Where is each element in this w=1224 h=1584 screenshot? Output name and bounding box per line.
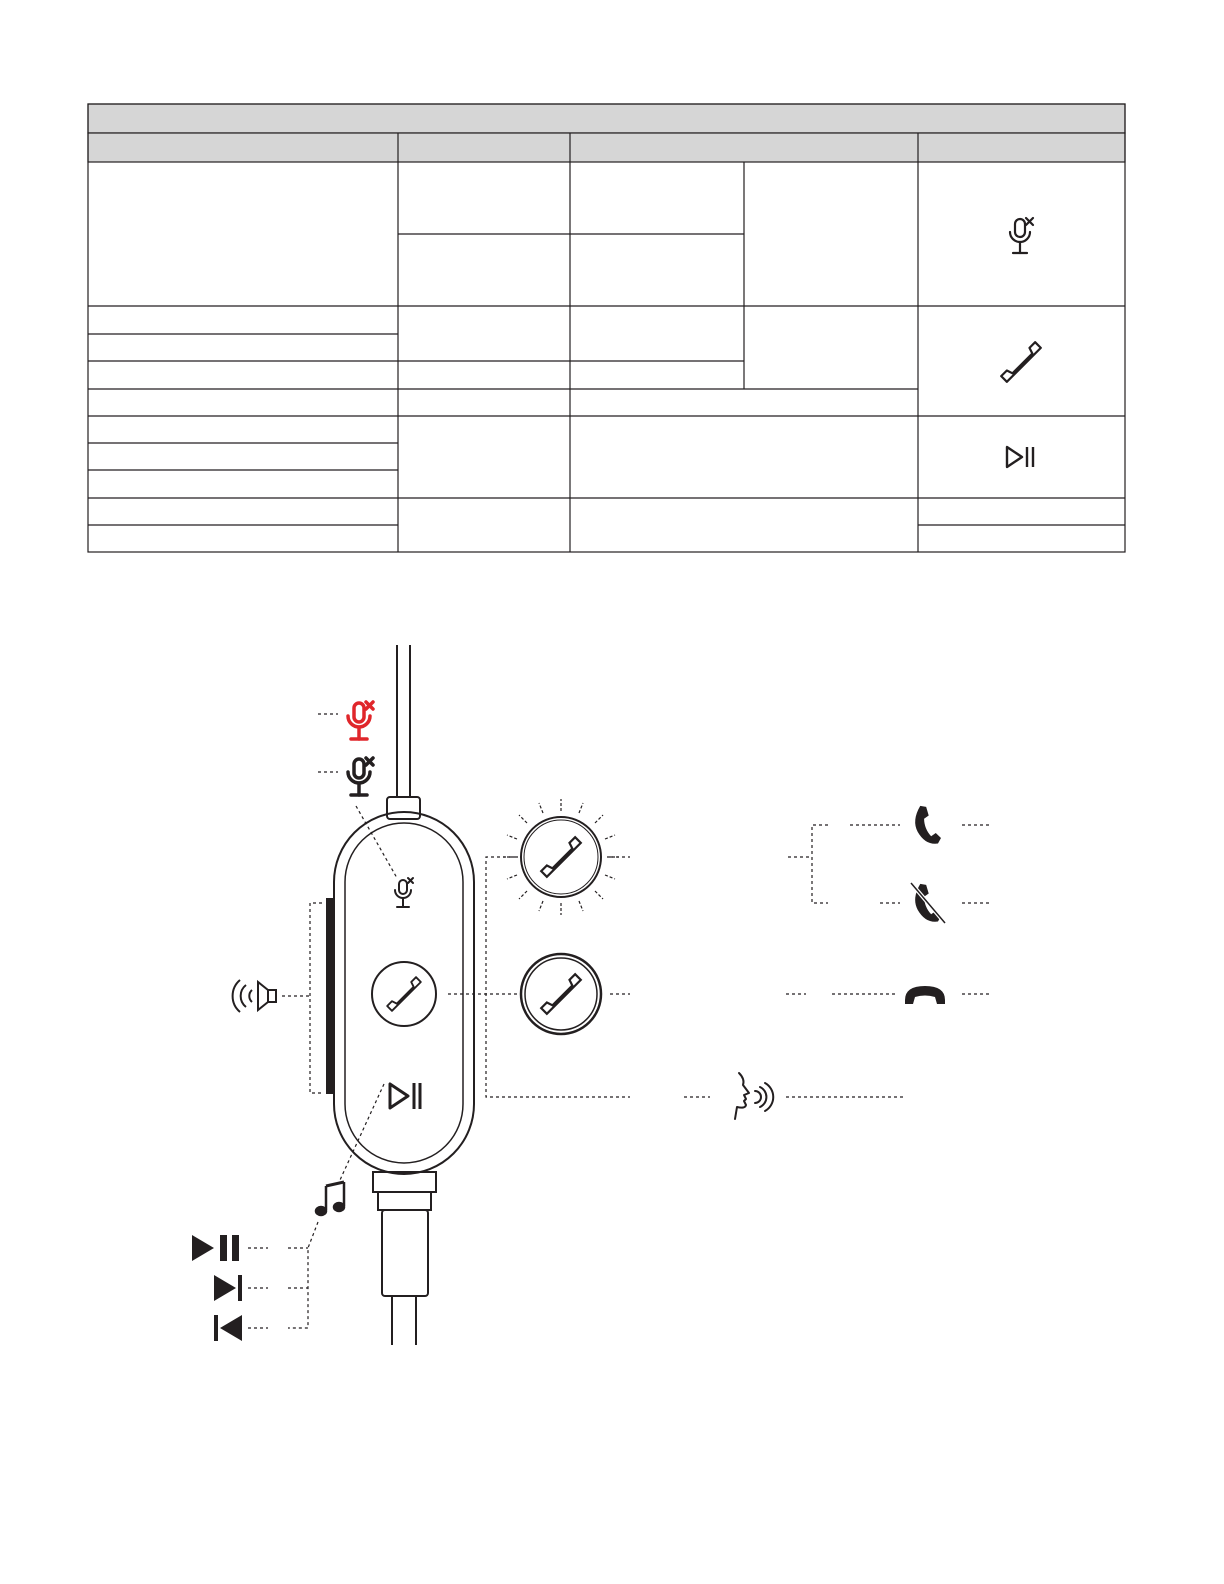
inline-call-button[interactable] bbox=[372, 962, 436, 1026]
previous-track-icon bbox=[214, 1315, 242, 1341]
leader-lines bbox=[248, 714, 990, 1328]
call-led-blinking-icon bbox=[503, 799, 619, 915]
music-note-icon bbox=[316, 1182, 344, 1215]
inline-call-button-icon bbox=[387, 977, 421, 1011]
volume-rocker[interactable] bbox=[328, 900, 334, 1092]
inline-mute-button-icon[interactable] bbox=[395, 878, 413, 907]
lower-cable bbox=[373, 1172, 436, 1345]
play-pause-icon bbox=[192, 1235, 239, 1261]
next-track-icon bbox=[214, 1275, 242, 1301]
answer-call-icon bbox=[912, 805, 946, 844]
mic-muted-red-icon bbox=[348, 702, 373, 739]
voice-assistant-icon bbox=[735, 1073, 773, 1119]
end-call-icon bbox=[905, 986, 945, 1004]
decline-call-icon bbox=[911, 883, 946, 923]
mic-muted-icon bbox=[348, 758, 373, 795]
call-led-steady-icon bbox=[521, 954, 601, 1034]
upper-cable bbox=[387, 645, 420, 819]
inline-play-pause-button-icon[interactable] bbox=[390, 1083, 420, 1109]
inline-remote-body bbox=[334, 812, 474, 1174]
volume-speaker-icon bbox=[233, 980, 276, 1012]
